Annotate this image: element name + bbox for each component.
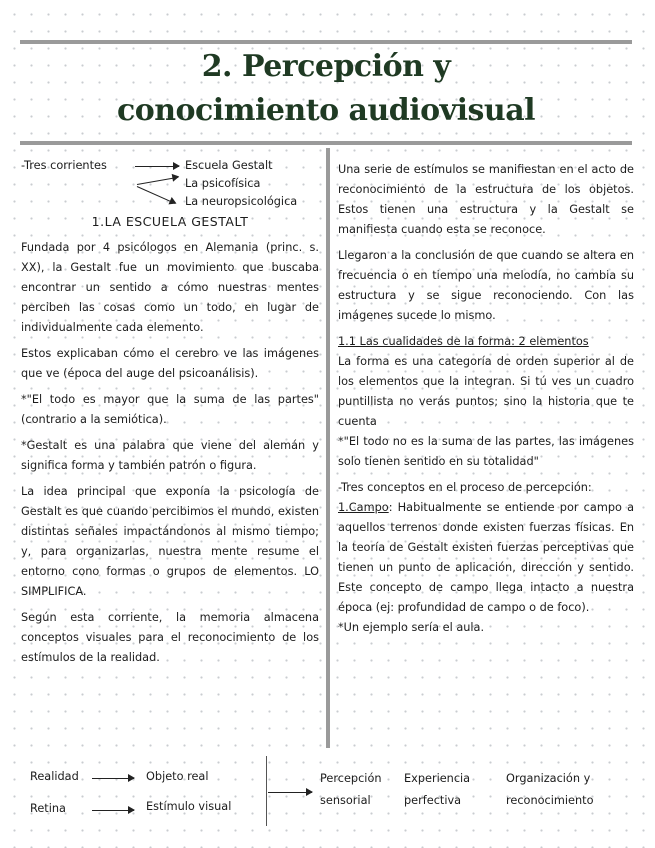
title-bottom-rule	[20, 141, 632, 145]
quote-paragraph: *"El todo no es la suma de las partes, las imágenes solo tienen sentido en su totalidad"	[338, 435, 634, 468]
left-column	[21, 156, 319, 674]
right-column	[338, 160, 634, 644]
experiencia-line2: perfectiva	[404, 794, 462, 807]
retina-label: Retina	[30, 802, 66, 815]
estimulo-label: Estímulo visual	[146, 800, 232, 813]
paragraph	[338, 498, 634, 618]
arrow-icon	[137, 186, 176, 204]
paragraph: La forma es una categoría de orden superior al de los elementos que la integran. Si tú ves un cuadro puntillista no verás puntos; sino la historia que te cuenta	[338, 355, 634, 428]
paragraph: Una serie de estímulos se manifiestan en el acto de reconocimiento de la estructura de los objetos. Estos tienen una estructura y la Gestalt se manifiesta cuando esta se reconoce.	[338, 163, 634, 236]
campo-text: : Habitualmente se entiende por campo a aquellos terrenos donde existen fuerzas físicas. En la teoría de Gestalt existen fuerzas perceptivas que tienen un punto de aplicación, dirección y sentido. Este concepto de campo llega intacto a nuestra época (ej: profundidad de campo o de foco).	[338, 501, 634, 614]
section-heading: 1.LA ESCUELA GESTALT	[91, 214, 249, 229]
paragraph: -Tres conceptos en el proceso de percepción:	[338, 481, 592, 494]
organizacion-line1: Organización y	[506, 772, 591, 785]
organizacion-line2: reconocimiento	[506, 794, 594, 807]
column-divider	[326, 148, 330, 748]
page-title	[20, 45, 632, 133]
arrow-icon	[137, 177, 179, 185]
paragraph: Llegaron a la conclusión de que cuando se altera en frecuencia o en tiempo una melodía, no cambia su estructura y se sigue reconociendo. Con las imágenes sucede lo mismo.	[338, 249, 634, 322]
title-line-1: 2. Percepción y	[201, 49, 451, 84]
arrow-icon	[268, 792, 312, 793]
percepcion-line1: Percepción	[320, 772, 382, 785]
corrientes-diagram	[21, 156, 319, 212]
experiencia-line1: Experiencia	[404, 772, 471, 785]
paragraph: *Un ejemplo sería el aula.	[338, 621, 485, 634]
tres-corrientes-label: -Tres corrientes	[21, 159, 107, 172]
arrow-icon	[92, 810, 134, 811]
paragraph: Según esta corriente, la memoria almacena conceptos visuales para el reconocimiento de los estímulos de la realidad.	[21, 611, 319, 664]
title-line-2: conocimiento audiovisual	[116, 93, 536, 128]
percepcion-line2: sensorial	[320, 794, 371, 807]
paragraph: La idea principal que exponía la psicología de Gestalt es que cuando percibimos el mundo, existen distintas señales impactándonos al mismo tiempo; y, para organizarlas, nuestra mente resume el entorno cono formas o grupos de elementos. LO SIMPLIFICA.	[21, 485, 319, 598]
top-rule	[20, 40, 632, 44]
perception-flow	[0, 752, 655, 842]
paragraph: *Gestalt es una palabra que viene del alemán y significa forma y también patrón o figura.	[21, 439, 319, 472]
paragraph: Fundada por 4 psicólogos en Alemania (princ. s. XX), la Gestalt fue un movimiento que buscaba encontrar un sentido a cómo nuestras mentes perciben las cosas como un todo, en lugar de individualmente cada elemento.	[21, 241, 319, 334]
corriente-item: La neuropsicológica	[185, 195, 298, 208]
quote-paragraph: *"El todo es mayor que la suma de las partes" (contrario a la semiótica).	[21, 393, 319, 426]
subsection-heading: 1.1 Las cualidades de la forma: 2 elementos	[338, 335, 589, 348]
realidad-label: Realidad	[30, 770, 79, 783]
arrow-icon	[135, 166, 179, 167]
corriente-item: La psicofísica	[185, 177, 261, 190]
campo-label: 1.Campo	[338, 501, 389, 514]
corriente-item: Escuela Gestalt	[185, 159, 273, 172]
arrow-icon	[92, 778, 134, 779]
flow-divider	[266, 756, 267, 826]
paragraph: Estos explicaban cómo el cerebro ve las imágenes que ve (época del auge del psicoanálisis).	[21, 347, 319, 380]
objeto-label: Objeto real	[146, 770, 209, 783]
